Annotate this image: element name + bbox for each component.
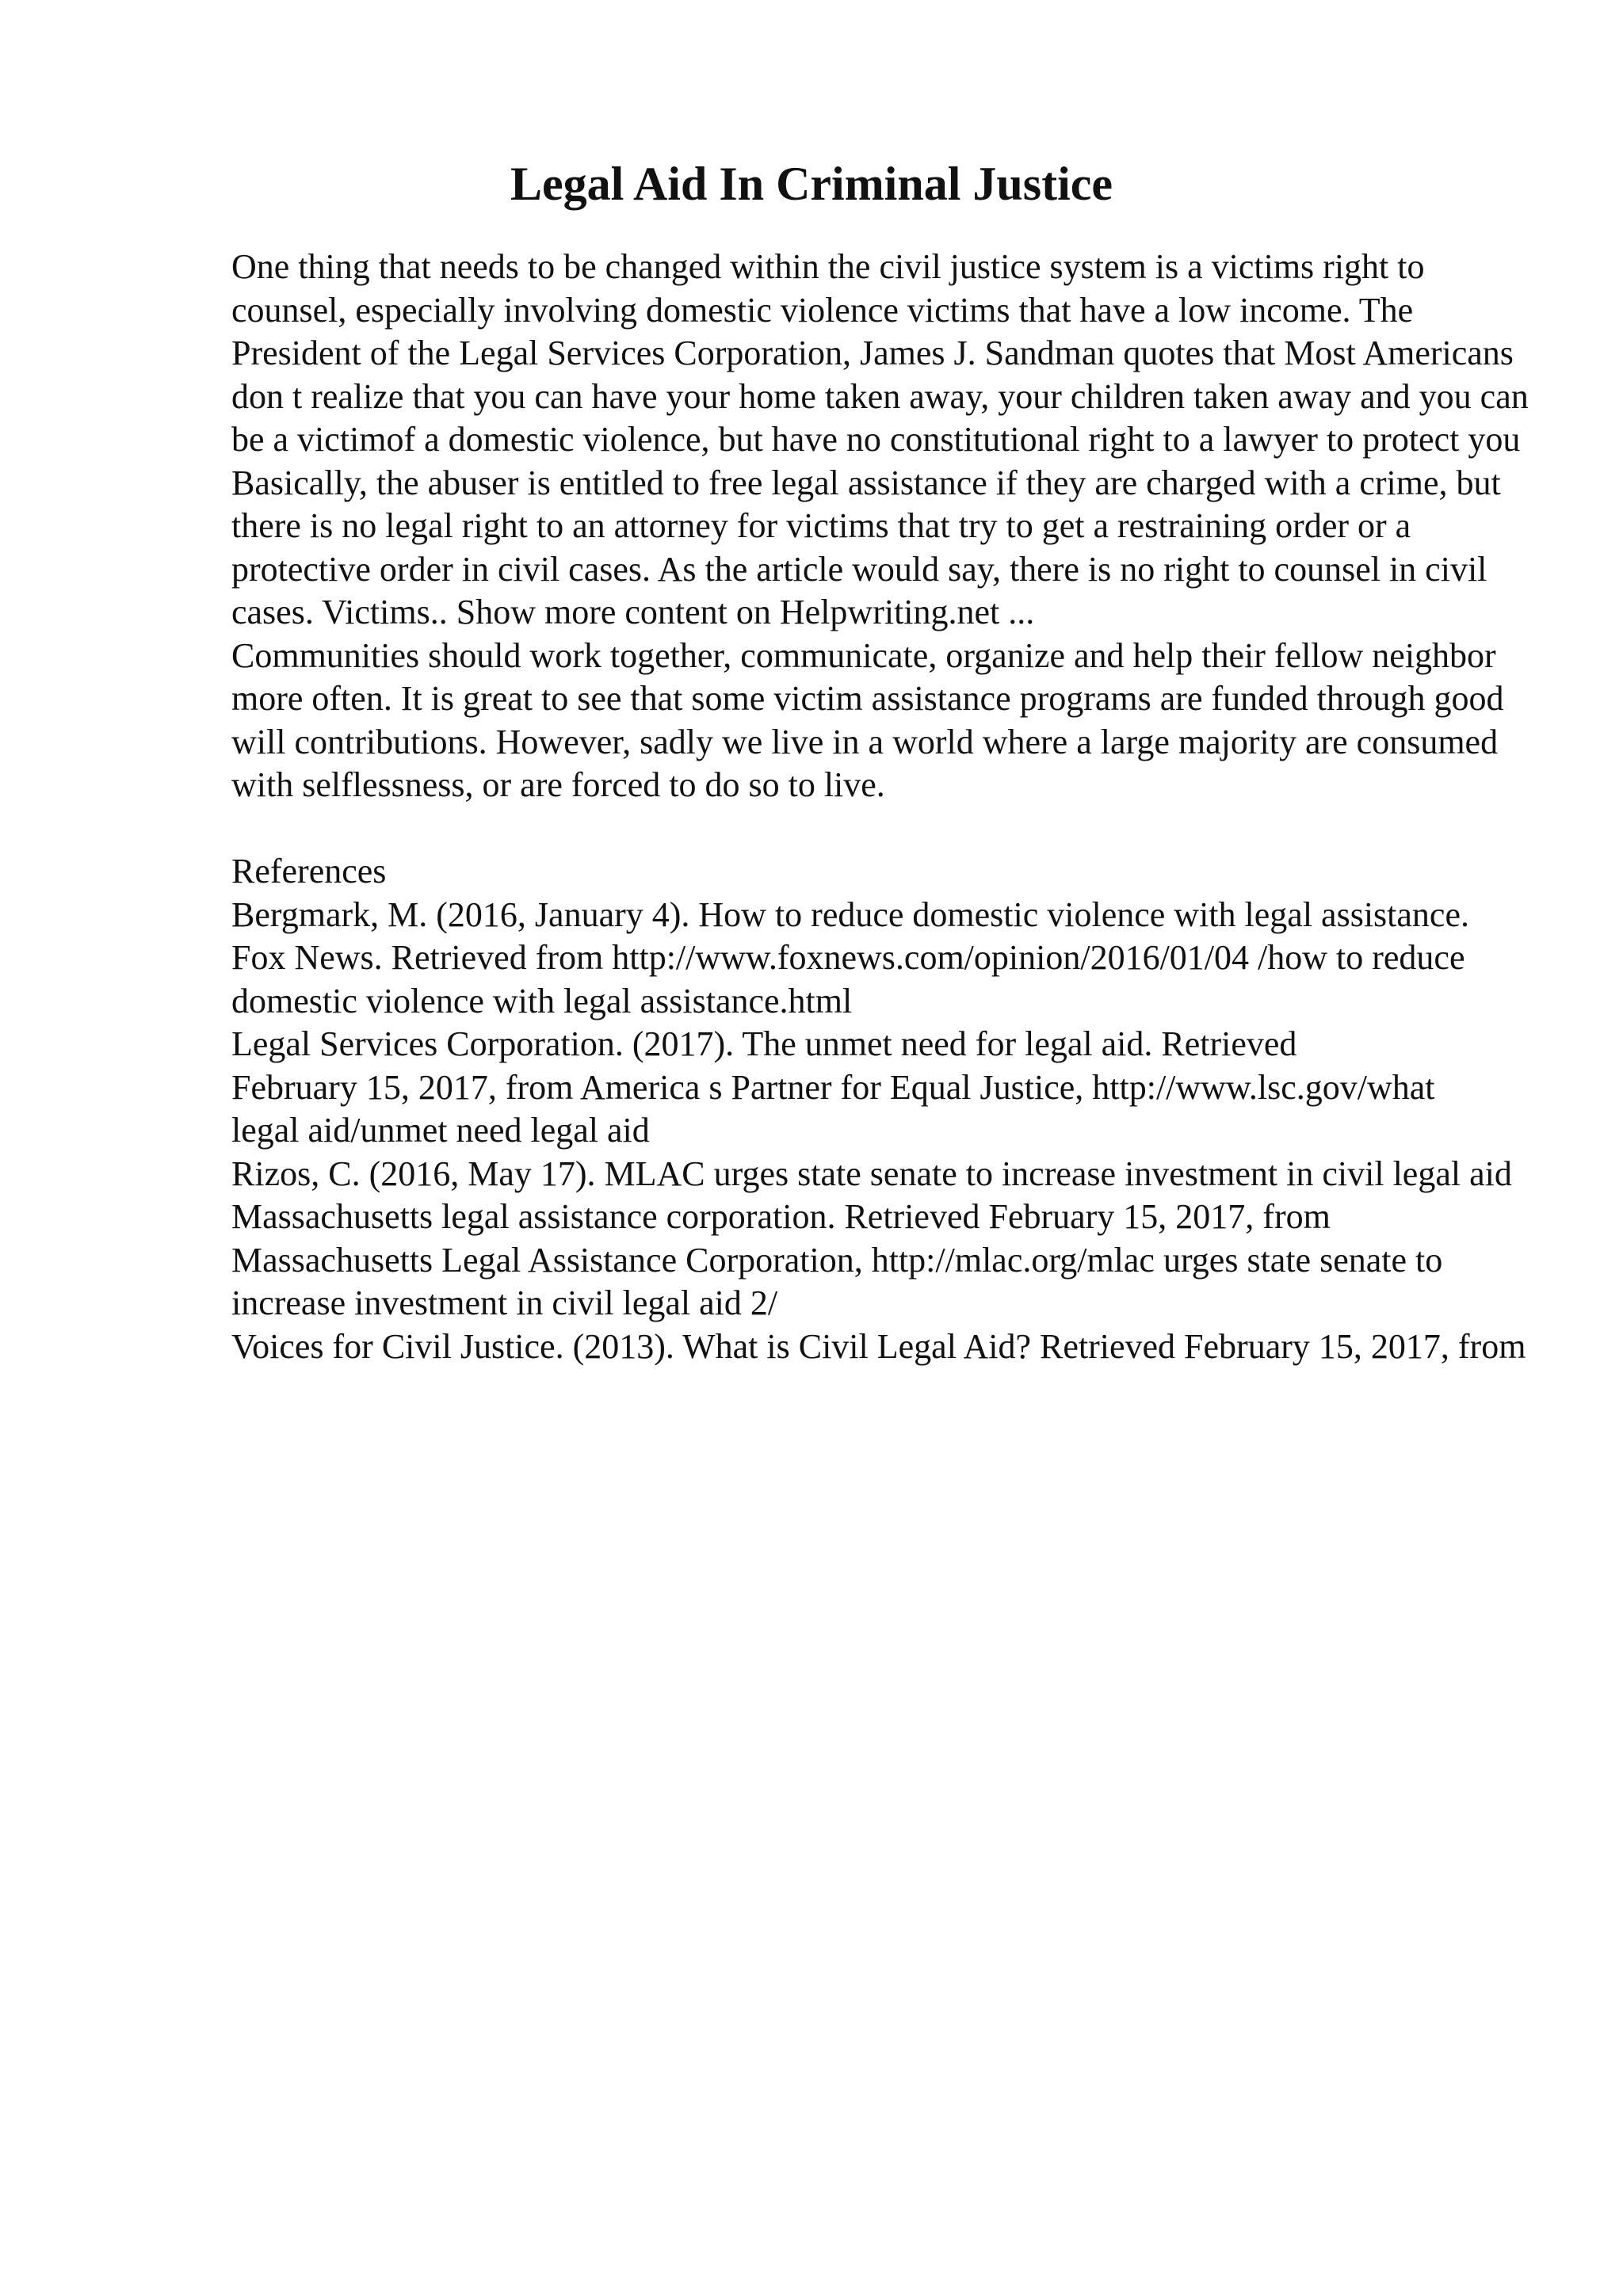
document-title: Legal Aid In Criminal Justice [510,158,1113,210]
reference-item: Bergmark, M. (2016, January 4). How to reduce domestic violence with legal assistance. Fox News. Retrieved from http://www.foxnews.com/opinion/2016/01/04 /how to reduce domestic violence with legal assistance.html [231,894,1469,1020]
document-body [231,246,1531,1368]
reference-line: February 15, 2017, from America s Partner for Equal Justice, http://www.lsc.gov/what [231,1067,1435,1107]
reference-line: legal aid/unmet need legal aid [231,1111,650,1150]
reference-item [231,1023,1531,1153]
body-paragraph-2: Communities should work together, communicate, organize and help their fellow neighbor more often. It is great to see that some victim assistance programs are funded through good will contributions. However, sadly we live in a world where a large majority are consumed with selflessness, or are forced to do so to live. [231,635,1504,804]
paragraph-spacer [231,807,1531,851]
reference-item: Rizos, C. (2016, May 17). MLAC urges state senate to increase investment in civil legal aid Massachusetts legal assistance corporation. Retrieved February 15, 2017, from Massachusetts Legal Assistance Corporation, http://mlac.org/mlac urges state senate to increase investment in civil legal aid 2/ [231,1154,1512,1322]
references-heading: References [231,852,387,891]
body-paragraph-1: One thing that needs to be changed within the civil justice system is a victims right to counsel, especially involving domestic violence victims that have a low income. The President of the Legal Services Corporation, James J. Sandman quotes that Most Americans don t realize that you can have your home taken away, your children taken away and you can be a victimof a domestic violence, but have no constitutional right to a lawyer to protect you Basically, the abuser is entitled to free legal assistance if they are charged with a crime, but there is no legal right to an attorney for victims that try to get a restraining order or a protective order in civil cases. As the article would say, there is no right to counsel in civil cases. Victims.. Show more content on Helpwriting.net ... [231,247,1529,631]
reference-line: Legal Services Corporation. (2017). The unmet need for legal aid. Retrieved [231,1024,1297,1063]
reference-item: Voices for Civil Justice. (2013). What is Civil Legal Aid? Retrieved February 15, 2017, from [231,1326,1526,1366]
